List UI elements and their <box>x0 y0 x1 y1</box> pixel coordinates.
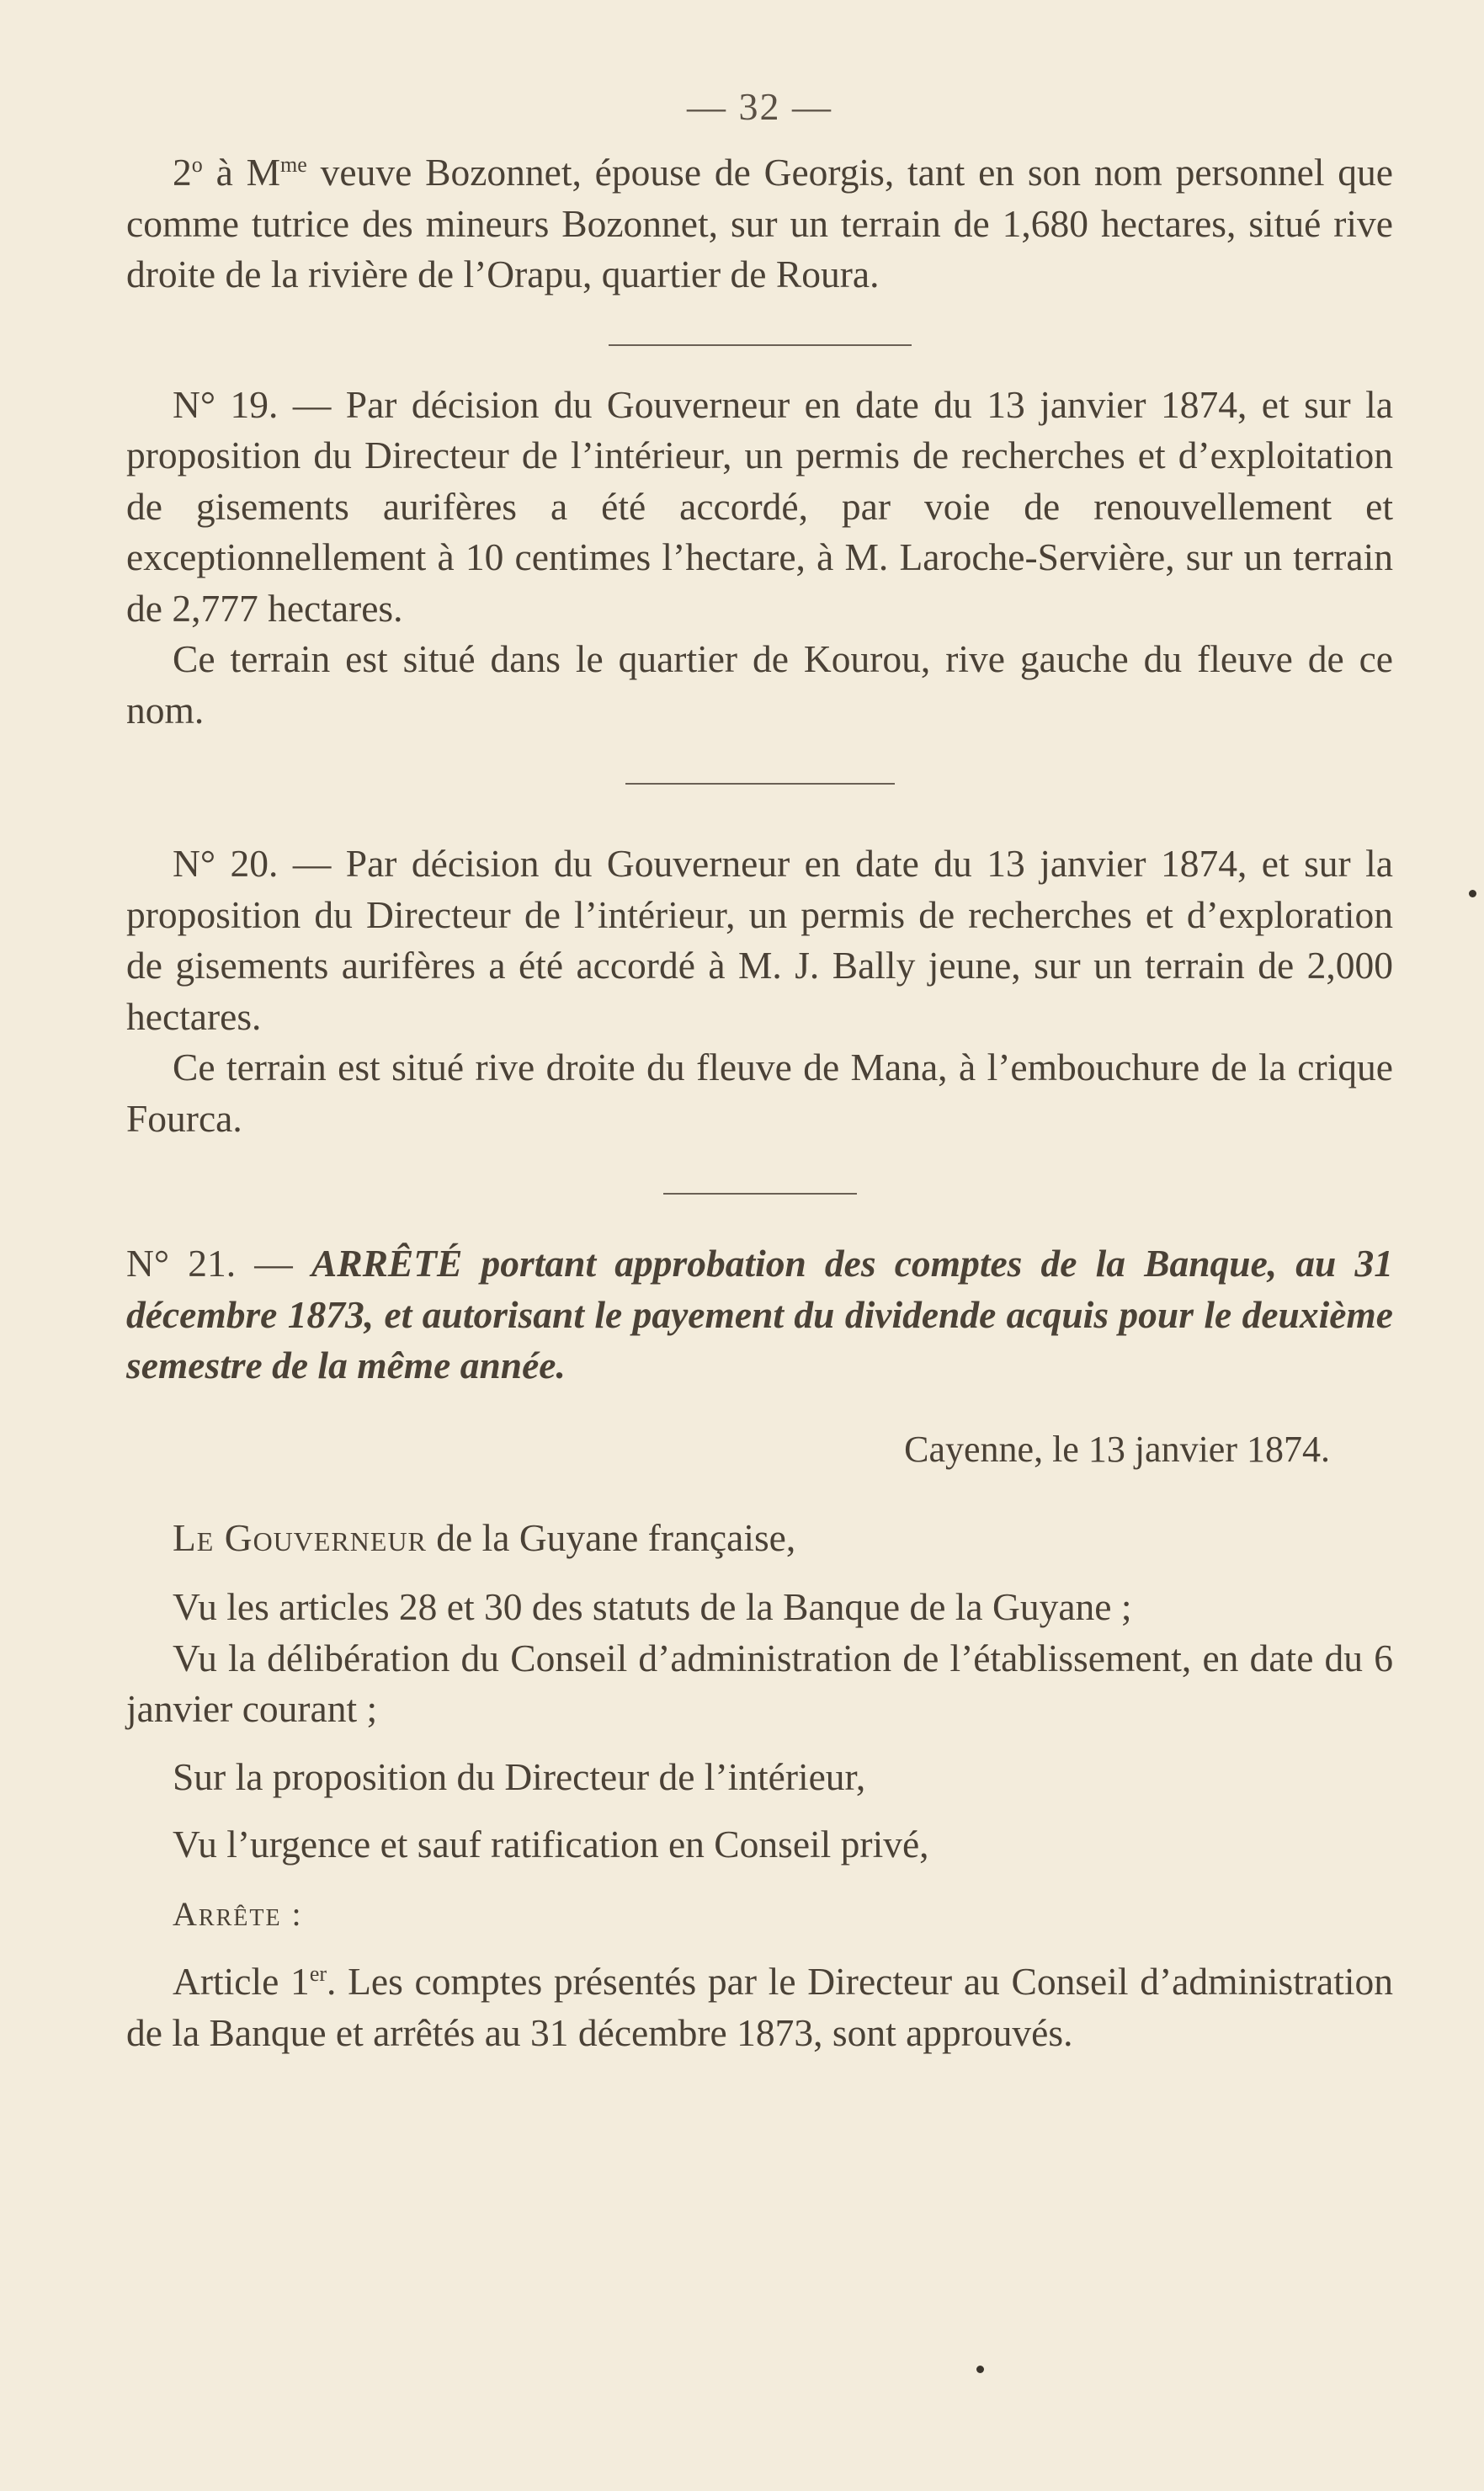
superscript: o <box>191 152 203 177</box>
text-fragment: à M <box>202 151 281 194</box>
vu-deliberation: Vu la délibération du Conseil d’administration de l’établissement, en date du 6 janvier courant ; <box>126 1636 1393 1730</box>
separator-rule <box>663 1193 857 1195</box>
text-fragment: 2 <box>173 151 192 194</box>
arrete-title <box>126 1238 1393 1392</box>
governor-line <box>126 1513 1393 1564</box>
article-1-text: . Les comptes présentés par le Directeur au Conseil d’administration de la Banque et arrêtés au 31 décembre 1873, sont approuvés. <box>126 1960 1394 2054</box>
superscript: me <box>280 152 307 177</box>
separator-rule <box>625 783 895 785</box>
document-page <box>126 84 1393 2441</box>
governor-rest: de la Guyane française, <box>426 1515 796 1559</box>
vu-urgence: Vu l’urgence et sauf ratification en Conseil privé, <box>173 1823 929 1866</box>
superscript: er <box>309 1961 327 1986</box>
article-1 <box>126 1956 1393 2058</box>
sur-proposition: Sur la proposition du Directeur de l’intérieur, <box>173 1754 866 1798</box>
date-line: Cayenne, le 13 janvier 1874. <box>904 1428 1330 1470</box>
paragraph-bozonnet <box>126 147 1393 301</box>
paragraph-no19-location: Ce terrain est situé dans le quartier de Kourou, rive gauche du fleuve de ce nom. <box>126 637 1393 732</box>
vu-statuts: Vu les articles 28 et 30 des statuts de la Banque de la Guyane ; <box>173 1585 1132 1628</box>
page-number: — 32 — <box>687 85 832 128</box>
arrete-label: Arrête : <box>173 1894 303 1933</box>
separator-rule <box>609 344 912 346</box>
ink-speck <box>976 2366 984 2373</box>
ink-speck <box>1469 890 1476 897</box>
paragraph-no20-location: Ce terrain est situé rive droite du fleuve de Mana, à l’embouchure de la crique Fourca. <box>126 1046 1393 1140</box>
article-1-label: Article 1 <box>173 1960 310 2003</box>
paragraph-no19: N° 19. — Par décision du Gouverneur en date du 13 janvier 1874, et sur la proposition du Directeur de l’intérieur, un permis de recherches et d’exploitation de gisements aurifères a été accordé, par voie de renouvellement et exceptionnellement à 10 centimes l’hectare, à M. Laroche-Servière, sur un terrain de 2,777 hectares. <box>126 382 1393 630</box>
arrete-number: N° 21. — <box>126 1242 311 1285</box>
text-fragment: veuve Bozonnet, épouse de Georgis, tant en son nom personnel que comme tutrice des mineurs Bozonnet, sur un terrain de 1,680 hectares, situé rive droite de la rivière de l’Orapu, quartier de Roura. <box>126 151 1393 295</box>
paragraph-no20: N° 20. — Par décision du Gouverneur en date du 13 janvier 1874, et sur la proposition du Directeur de l’intérieur, un permis de recherches et d’exploration de gisements aurifères a été accordé à M. J. Bally jeune, sur un terrain de 2,000 hectares. <box>126 842 1393 1038</box>
arrete-title-text: ARRÊTÉ portant approbation des comptes de la Banque, au 31 décembre 1873, et autorisant le payement du dividende acquis pour le deuxième semestre de la même année. <box>126 1242 1393 1387</box>
governor-title: Le Gouverneur <box>173 1515 427 1559</box>
